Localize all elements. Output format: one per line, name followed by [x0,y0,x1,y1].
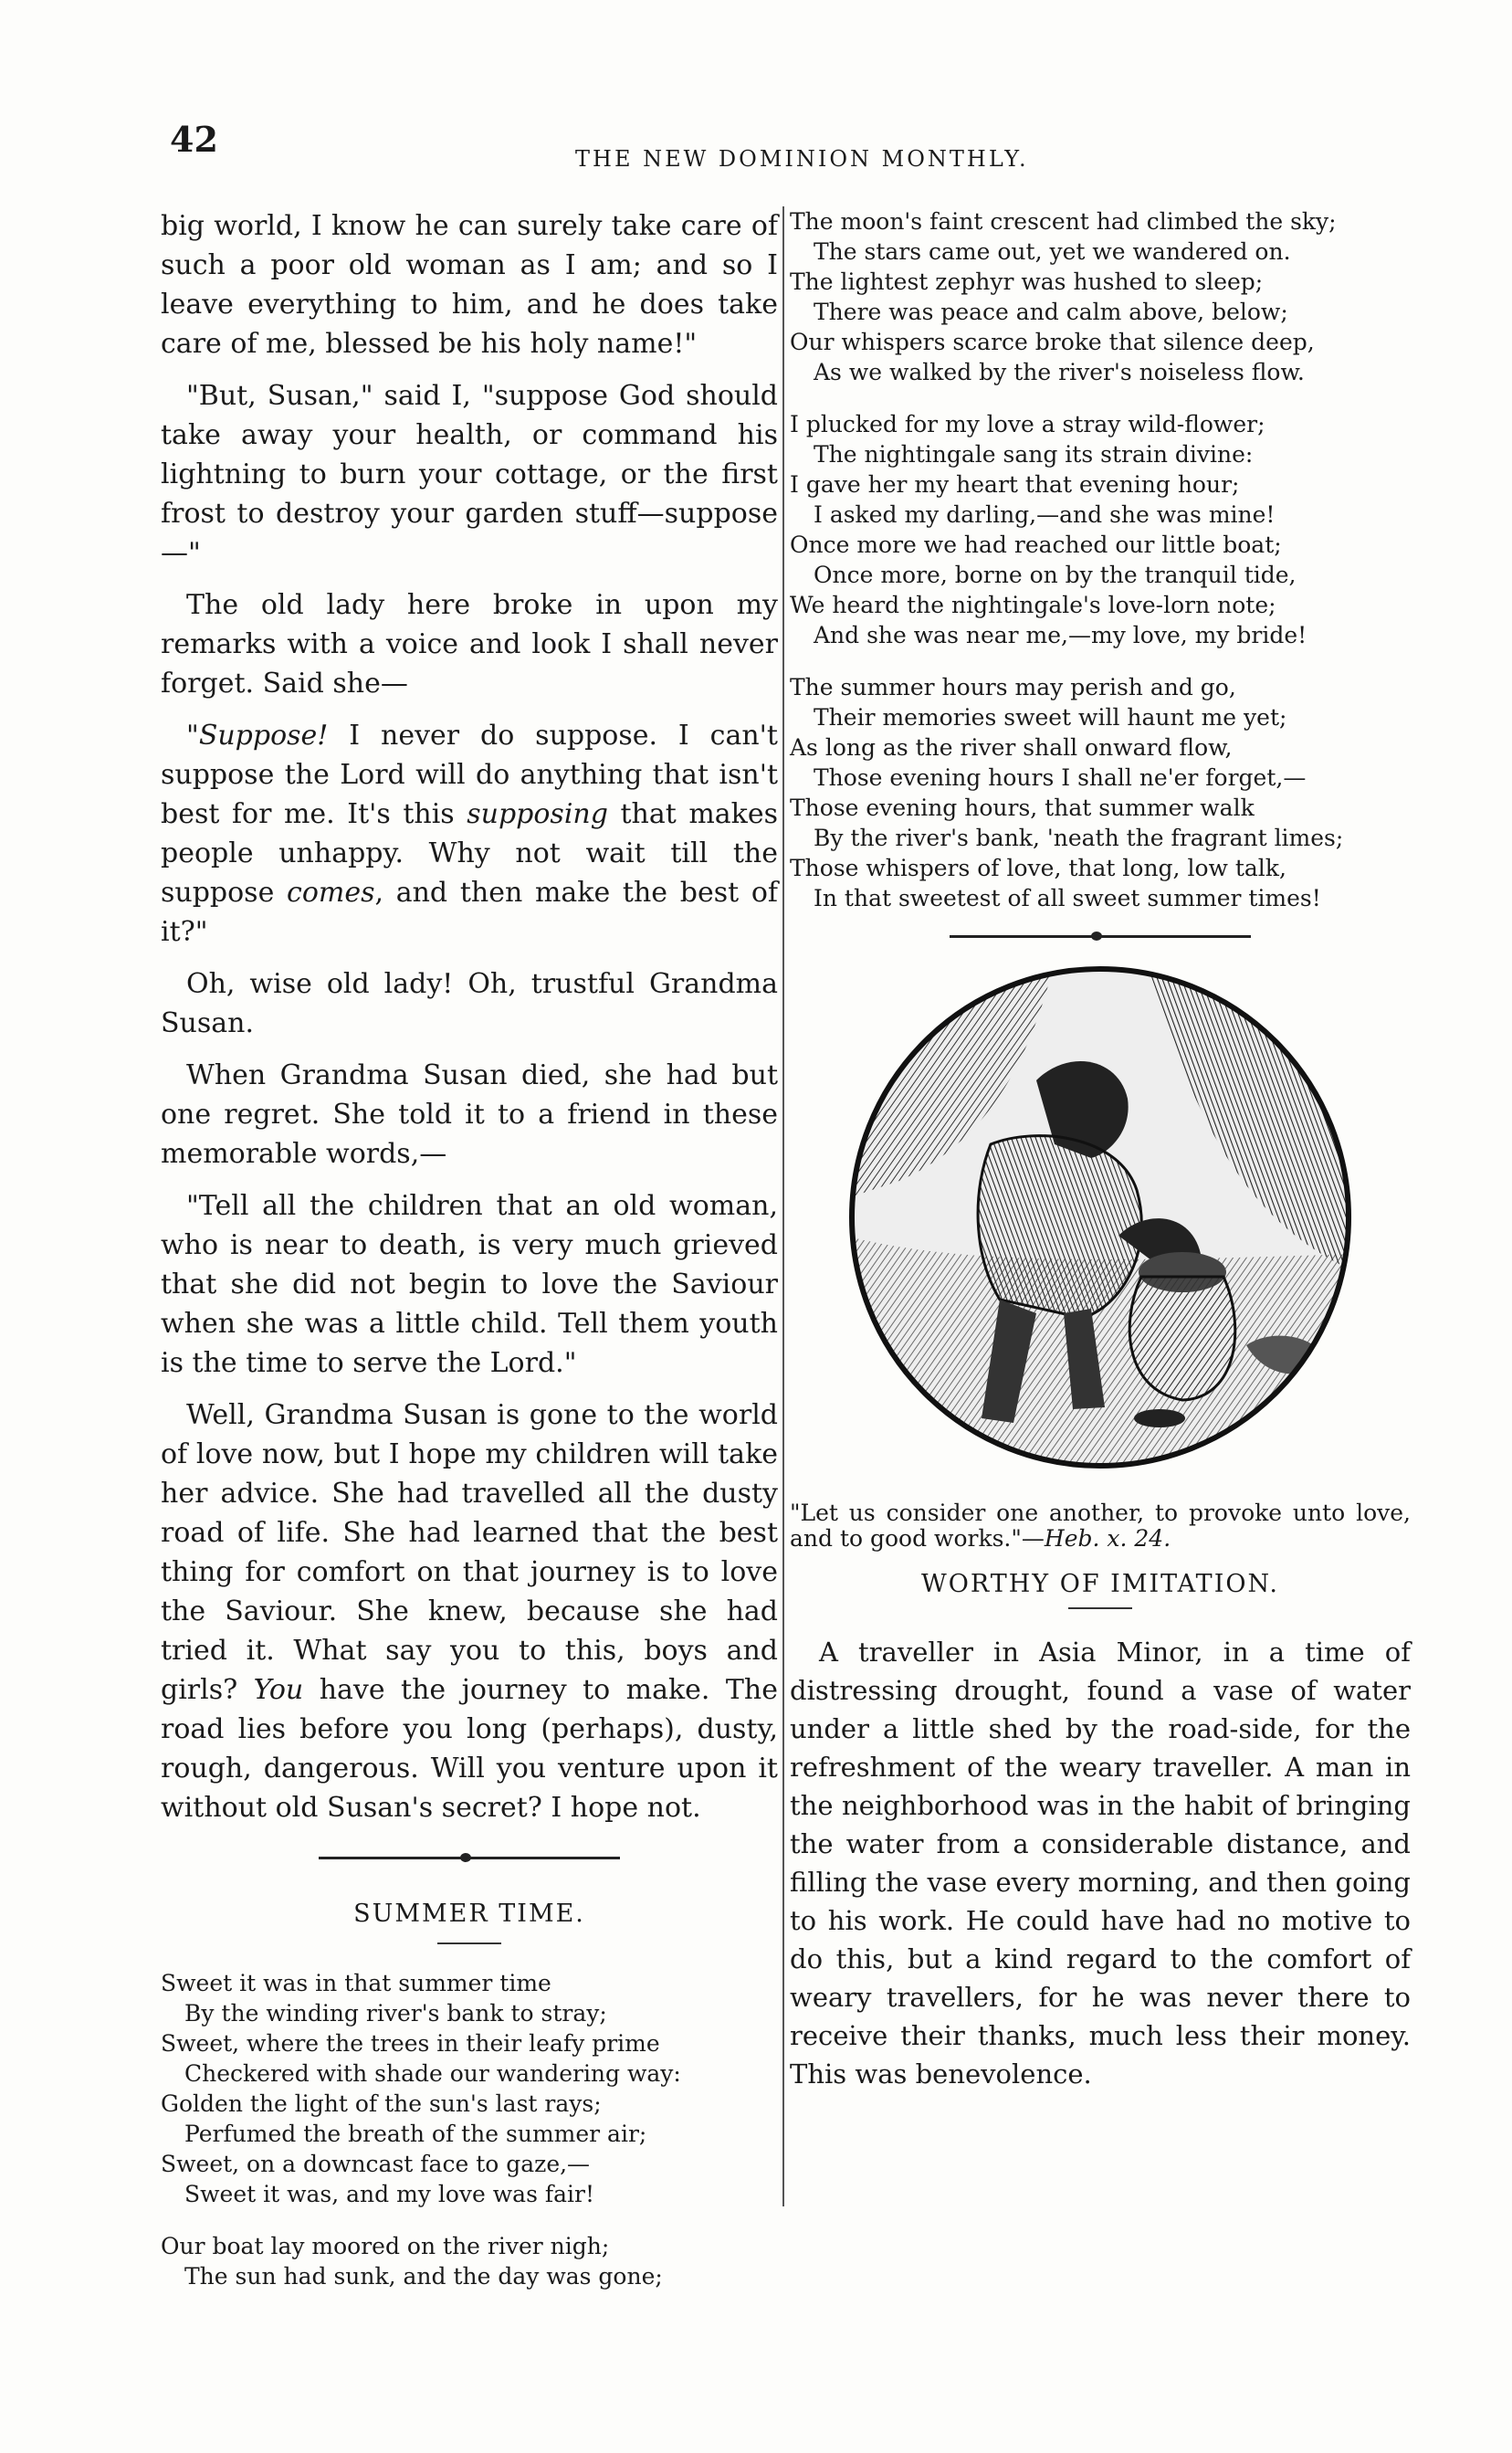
text-span: I never do suppose. I can't suppose the Lord will do anything that isn't best for me. It's this [161,720,778,830]
paragraph: "Suppose! I never do suppose. I can't suppose the Lord will do anything that isn't best for me. It's this supposing that makes people unhappy. Why not wait till the suppose comes, and then make the best of it?" [161,720,779,948]
poem-stanza [790,409,1411,650]
poem-line: Sweet it was in that summer time [161,1970,551,1996]
page-number: 42 [170,119,218,160]
poem-line: Once more, borne on by the tranquil tide, [814,562,1297,588]
poem-continued [790,206,1411,913]
right-column [790,206,1411,2093]
poem-line: There was peace and calm above, below; [814,299,1288,325]
ornamental-divider [950,935,1251,938]
scripture-caption [790,1500,1411,1552]
paragraph [161,1395,778,1827]
figure-body [978,1136,1141,1318]
poem-line: By the winding river's bank to stray; [184,2000,607,2027]
poem-line: As we walked by the river's noiseless flow. [814,359,1305,385]
engraving-illustration [845,962,1356,1473]
poem-line: The summer hours may perish and go, [790,674,1236,700]
italic-word: You [253,1674,304,1706]
poem-line: The sun had sunk, and the day was gone; [184,2263,663,2290]
caption-reference: Heb. x. 24. [1044,1525,1171,1552]
text-span: , and then make the best of it?" [161,877,778,948]
poem-line: Sweet, where the trees in their leafy prime [161,2030,660,2057]
poem-line: I asked my darling,—and she was mine! [814,501,1276,528]
italic-word: comes [287,877,375,909]
poem-stanza [790,672,1411,913]
paragraph: "Tell all the children that an old woman, who is near to death, is very much grieved that she did not begin to love the Saviour when she was a little child. Tell them youth is the time to serve the Lord." [161,1190,778,1379]
poem-line: Sweet, on a downcast face to gaze,— [161,2151,591,2177]
poem-stanza [161,2231,778,2291]
poem-line: The lightest zephyr was hushed to sleep; [790,268,1264,295]
poem-line: Those evening hours, that summer walk [790,795,1255,821]
poem-line: As long as the river shall onward flow, [790,734,1233,761]
poem-stanza [790,206,1411,387]
running-head: THE NEW DOMINION MONTHLY. [575,146,1029,172]
text-span: that makes people unhappy. Why not wait till the suppose [161,798,779,909]
poem-line: In that sweetest of all sweet summer times! [814,885,1321,911]
paragraph: The old lady here broke in upon my remarks with a voice and look I shall never forget. Said she— [161,589,778,700]
poem-line: The moon's faint crescent had climbed the sky; [790,208,1337,235]
poem-line: Checkered with shade our wandering way: [184,2060,681,2087]
poem-line: Those whispers of love, that long, low talk, [790,855,1286,881]
article-body: A traveller in Asia Minor, in a time of distressing drought, found a vase of water under a little shed by the road-side, for the refreshment of the weary traveller. A man in the neighborhood was in the habit of bringing the water from a considerable distance, and filling the vase every morning, and then going to his work. He could have had no motive to do this, but a kind regard to the comfort of weary travellers, for he was never there to receive their thanks, much less their money. This was benevolence. [790,1637,1411,2090]
text-span: have the journey to make. The road lies before you long (perhaps), dusty, rough, dangerous. Will you venture upon it without old Susan's secret? I hope not. [161,1674,778,1824]
poem-line: Our whispers scarce broke that silence deep, [790,329,1315,355]
poem [161,1968,778,2291]
poem-stanza [161,1968,778,2209]
poem-line: We heard the nightingale's love-lorn note; [790,592,1276,618]
poem-line: Those evening hours I shall ne'er forget,— [814,764,1307,791]
italic-word: Suppose! [198,720,329,752]
paragraph: "But, Susan," said I, "suppose God should take away your health, or command his lightning to burn your cottage, or the first frost to destroy your garden stuff—suppose—" [161,380,778,569]
left-column [161,206,778,2313]
poem-line: Their memories sweet will haunt me yet; [814,704,1287,731]
title-rule [1068,1607,1132,1609]
poem-line: By the river's bank, 'neath the fragrant limes; [814,825,1344,851]
engraving-scene [845,962,1356,1473]
poem-line: Our boat lay moored on the river nigh; [161,2233,610,2259]
poem-title: SUMMER TIME. [353,1900,585,1928]
poem-line: And she was near me,—my love, my bride! [814,622,1307,648]
poem-line: Sweet it was, and my love was fair! [184,2181,594,2207]
small-bowl [1134,1409,1185,1427]
text-span: Well, Grandma Susan is gone to the world of love now, but I hope my children will take her advice. She had travelled all the dusty road of life. She had learned that the best thing for comfort on that journey is to love the Saviour. She knew, because she had tried it. What say you to this, boys and girls? [161,1399,778,1706]
title-rule [437,1942,501,1944]
poem-line: The stars came out, yet we wandered on. [814,238,1291,265]
poem-line: The nightingale sang its strain divine: [814,441,1254,468]
poem-line: I plucked for my love a stray wild-flower; [790,411,1265,437]
caption-text: "Let us consider one another, to provoke unto love, and to good works."— [790,1500,1411,1552]
ornamental-divider [319,1857,620,1859]
paragraph: When Grandma Susan died, she had but one regret. She told it to a friend in these memorable words,— [161,1059,778,1170]
paragraph: Oh, wise old lady! Oh, trustful Grandma Susan. [161,968,778,1039]
poem-line: I gave her my heart that evening hour; [790,471,1240,498]
column-rule [782,206,784,2206]
poem-line: Golden the light of the sun's last rays; [161,2090,602,2117]
article-title: WORTHY OF IMITATION. [921,1570,1279,1598]
poem-line: Once more we had reached our little boat; [790,532,1282,558]
italic-word: supposing [467,798,608,830]
paragraph: big world, I know he can surely take care of such a poor old woman as I am; and so I leave everything to him, and he does take care of me, blessed be his holy name!" [161,210,778,360]
poem-line: Perfumed the breath of the summer air; [184,2121,647,2147]
